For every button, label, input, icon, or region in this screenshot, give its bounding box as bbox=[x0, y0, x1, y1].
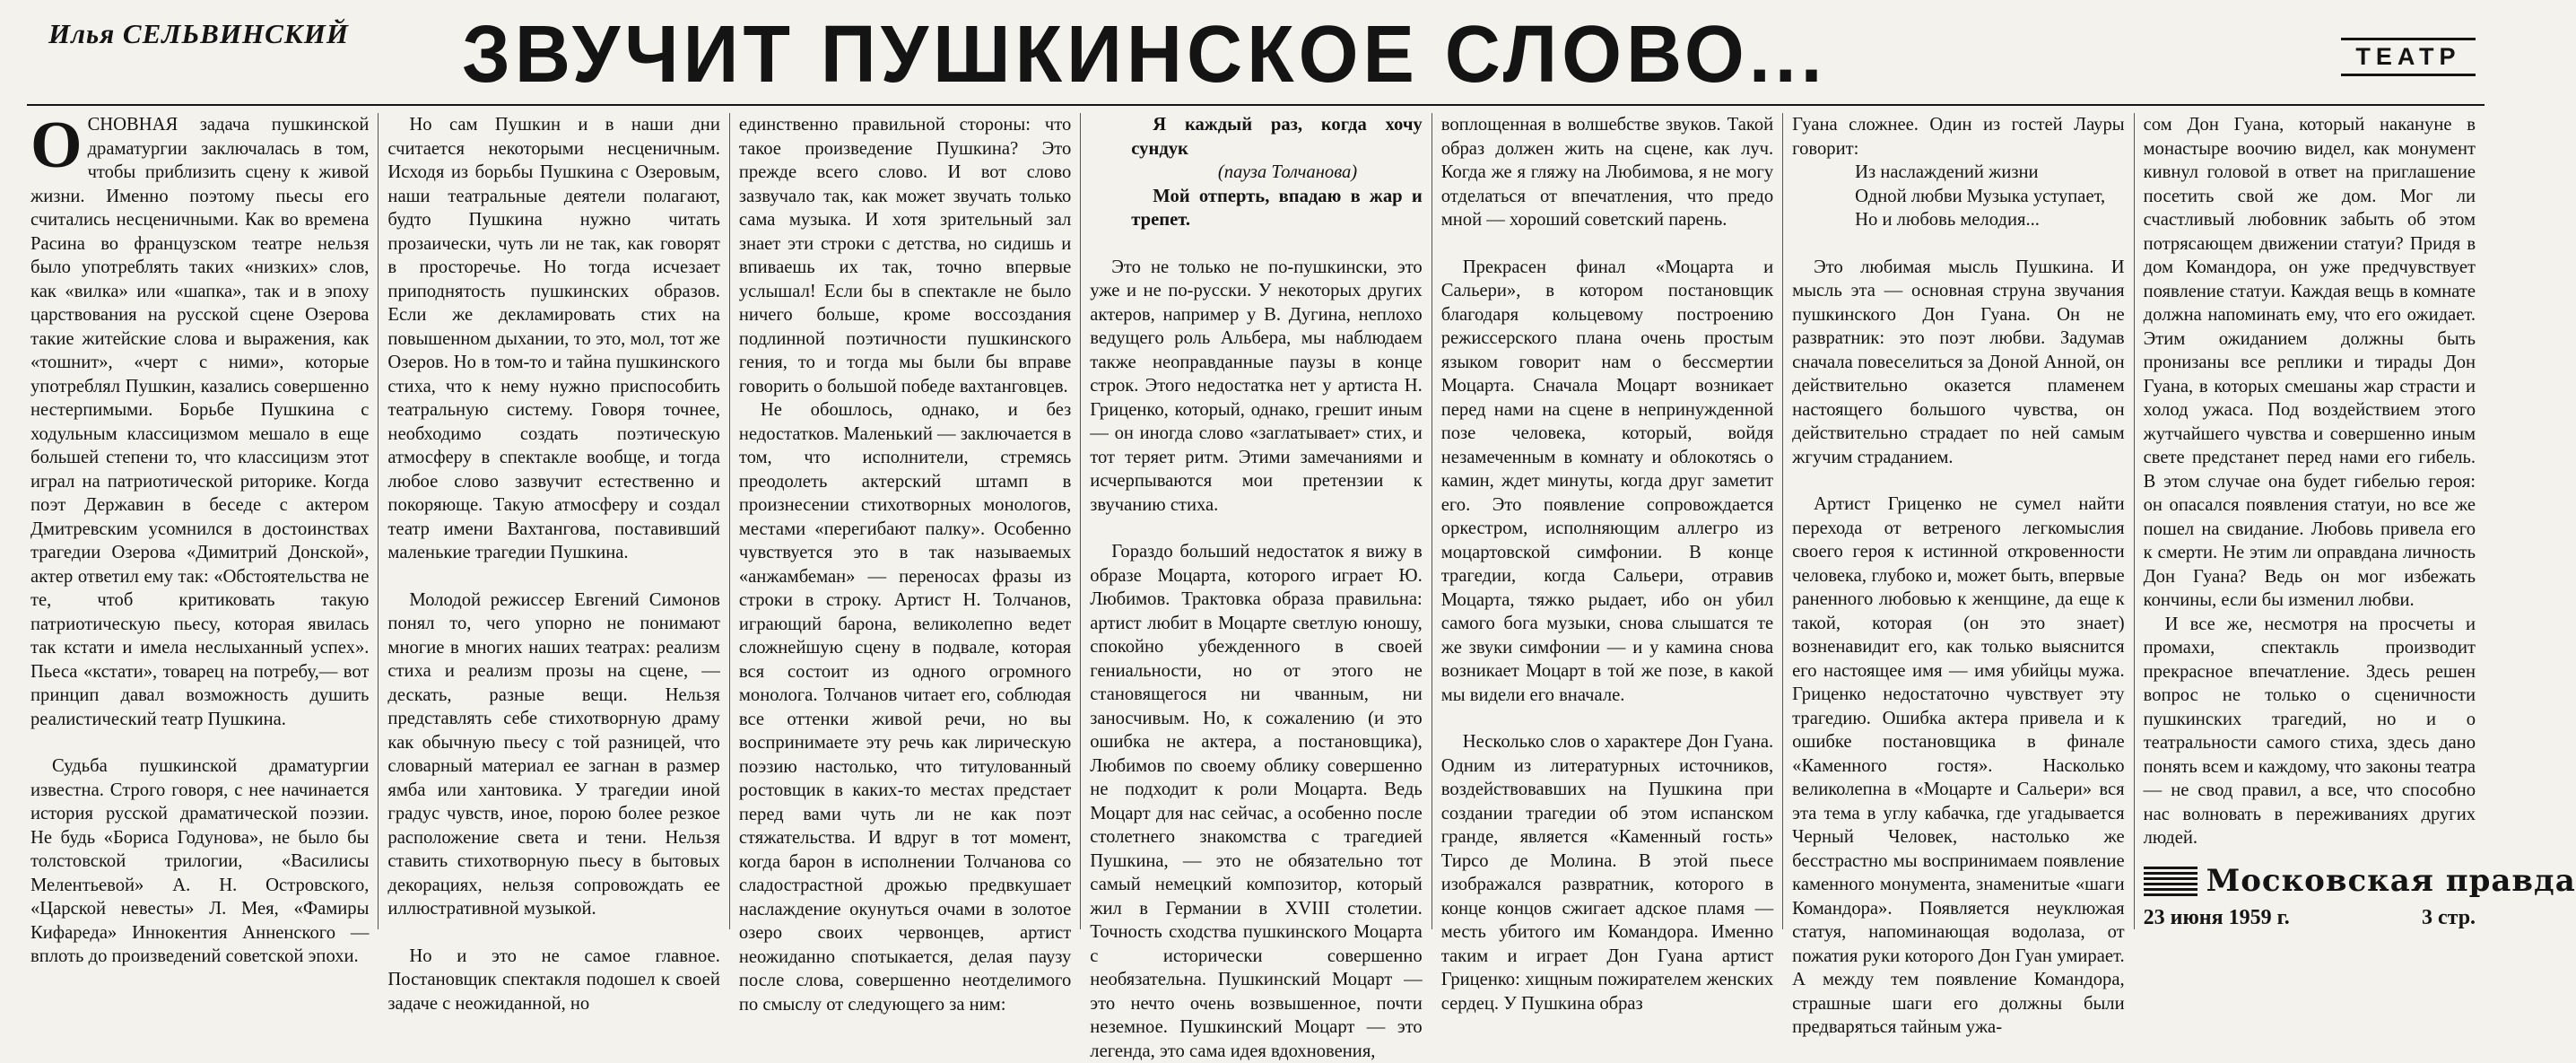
paragraph: сом Дон Гуана, который накануне в монастыре воочию видел, как монумент кивнул головой в ответ на приглашение посетить свой же дом. Мог ли счастливый любовник забыть об этом потрясающем движении статуи? Придя в дом Командора, он уже предчувствует появление статуи. Каждая вещь в комнате должна напоминать ему, что его ожидает. Этим ожиданием должны быть пронизаны все реплики и тирады Дон Гуана, в которых смешаны жар страсти и холод ужаса. Под воздействием этого жутчайшего чувства и совершенно иным свете предстанет перед нами его гибель. В этом случае она будет гибелью героя: он опасался появления статуи, но все же пошел на свидание. Любовь привела его к смерти. Не этим ли оправдана личность Дон Гуана? Ведь он мог избежать кончины, если бы изменил любви. bbox=[2143, 115, 2476, 610]
paragraph: Но и это не самое главное. Постановщик спектакля подошел к своей задаче с неожиданной, но bbox=[387, 945, 720, 1014]
author-byline: Илья СЕЛЬВИНСКИЙ bbox=[48, 18, 350, 49]
paragraph: Это не только не по-пушкински, это уже и не по-русски. У некоторых других актеров, например у В. Дугина, неплохо ведущего роль Альбера, мы наблюдаем также неоправданные паузы в конце строк. Этого недостатка нет у артиста Н. Гриценко, который, однако, грешит иным — он иногда слово «заглатывает» стих, и тот теряет ритм. Этими замечаниями и исчерпываются мои претензии к звучанию стиха. bbox=[1090, 257, 1423, 515]
article-headline: ЗВУЧИТ ПУШКИНСКОЕ СЛОВО... bbox=[462, 9, 1827, 100]
paragraph: Это любимая мысль Пушкина. И мысль эта — основная струна звучания пушкинского Дон Гуана. Он не развратник: это поэт любви. Задумав сначала повеселиться за Доной Анной, он действительно оказется пламенем настоящего большого чувства, он действительно страдает по ней самым жгучим страданием. bbox=[1792, 257, 2125, 467]
verse-line: Из наслаждений жизни bbox=[1855, 162, 2039, 182]
paragraph: Гуана сложнее. Один из гостей Лауры говорит: bbox=[1792, 115, 2125, 159]
paragraph: И все же, несмотря на просчеты и промахи, спектакль производит прекрасное впечатление. Здесь решен вопрос не только о сценичности пушкинских трагедий, но и о театральности самого стиха, здесь дано понять всем и каждому, что законы театра — не свод правил, а все, что способно нас волновать в переживаниях других людей. bbox=[2143, 614, 2476, 848]
verse-line: Мой отперть, впадаю в жар и трепет. bbox=[1131, 186, 1423, 230]
verse-quote bbox=[1792, 161, 2124, 232]
article-columns bbox=[27, 109, 2576, 1061]
newspaper-title: Московская правда bbox=[2206, 863, 2576, 900]
paragraph: Судьба пушкинской драматургии известна. Строго говоря, с нее начинается история русской драматической поэзии. Не будь «Бориса Годунова», не было бы толстовской трилогии, «Василисы Мелентьевой» А. Н. Островского, «Царской невесты» Л. Мея, «Фамиры Кифареда» Иннокентия Анненского — вплоть до произведений советской эпохи. bbox=[30, 756, 370, 966]
verse-line: Но и любовь мелодия... bbox=[1855, 210, 2040, 230]
paragraph: Несколько слов о характере Дон Гуана. Одним из литературных источников, воздействовавших на Пушкина при создании трагедии об этом испанском гранде, является «Каменный гость» Тирсо де Молина. В этой пьесе изображался развратник, которого в конце концов сжигает адское пламя — месть убитого им Командора. Именно таким и играет Дон Гуана артист Гриценко: хищным пожирателем женских сердец. У Пушкина образ bbox=[1440, 732, 1774, 1014]
paragraph: ОСНОВНАЯ задача пушкинской драматургии заключалась в том, чтобы приблизить сцену к живой жизни. Именно поэтому пьесы его считались несценичными. Как во времена Расина во французском театре нельзя было употреблять таких «низких» слов, как «вилка» или «шапка», так и в эпоху царствования на русской сцене Озерова такие житейские слова и выражения, как «тошнит», «черт с ними», которые употреблял Пушкин, казались совершенно нестерпимыми. Борьбе Пушкина с ходульным классицизмом мешало в еще большей степени то, что классицизм этот играл на патриотической риторике. Когда поэт Державин в беседе с актером Дмитревским усомнился в достоинствах трагедии Озерова «Димитрий Донской», актер ответил ему так: «Обстоятельства не те, чтоб критиковать такую патриотическую пьесу, которая явилась так кстати и имела неслыханный успех». Пьеса «кстати», товарец на потребу,— вот принцип давал возможность душить реалистический театр Пушкина. bbox=[30, 109, 370, 729]
paragraph: Молодой режиссер Евгений Симонов понял то, чего упорно не понимают многие в многих наших театрах: реализм стиха и реализм прозы на сцене, — дескать, разные вещи. Нельзя представлять себе стихотворную драму как обычную пьесу с той разницей, что словарный материал ее загнан в размер ямба или хантовика. У трагедии иной градус чувств, иное, порою более резкое расположение света и тени. Нельзя ставить стихотворную пьесу в бытовых декорациях, нельзя сопровождать ее иллюстративной музыкой. bbox=[387, 589, 720, 919]
header-rule bbox=[27, 104, 2485, 106]
paragraph: воплощенная в волшебстве звуков. Такой образ должен жить на сцене, как луч. Когда же я гляжу на Любимова, я не могу отделаться от впечатления, что предо мной — хороший советский парень. bbox=[1440, 115, 1774, 230]
masthead-stripes bbox=[2144, 867, 2197, 897]
column-1 bbox=[27, 109, 378, 966]
verse-line: Одной любви Музыка уступает, bbox=[1855, 186, 2106, 206]
column-4 bbox=[1080, 113, 1431, 1061]
paragraph: единственно правильной стороны: что такое произведение Пушкина? Это прежде всего слово. И вот слово зазвучало так, как может звучать только сама музыка. И хотя зрительный зал знает эти строки с детства, но сидишь и впиваешь их так, точно впервые услышал! Если бы в спектакле не было ничего больше, кроме воссоздания подлинной поэтичности пушкинского гения, то и тогда мы были бы вправе говорить о большой победе вахтанговцев. bbox=[738, 115, 1072, 396]
newspaper-masthead bbox=[2143, 854, 2576, 930]
page-number: 3 стр. bbox=[2421, 905, 2476, 929]
column-7 bbox=[2134, 113, 2576, 929]
issue-date: 23 июня 1959 г. bbox=[2143, 905, 2290, 929]
paragraph: Не обошлось, однако, и без недостатков. Маленький — заключается в том, что исполнители, стремясь преодолеть актерский штамп в произнесении стихотворных монологов, местами «перегибают палку». Особенно чувствуется это в так называемых «анжамбеман» — переносах фразы из строки в строку. Артист Н. Толчанов, играющий барона, великолепно ведет сложнейшую сцену в подвале, которая вся состоит из одного огромного монолога. Толчанов читает его, соблюдая все оттенки живой речи, но вы воспринимаете эту речь как лирическую поэзию настолько, что титулованный ростовщик в каких-то местах предстает перед вами чуть ли не как поэт стяжательства. И вдруг в тот момент, когда барон в исполнении Толчанова со сладострастной дрожью предвкушает наслаждение окунуться очами в золотое озеро своих червонцев, артист неожиданно спотыкается, делая паузу после слова, совершенно неотделимого по смыслу от следующего за ним: bbox=[738, 400, 1072, 1015]
paragraph: Гораздо больший недостаток я вижу в образе Моцарта, которого играет Ю. Любимов. Трактовка образа правильна: артист любит в Моцарте светлую юношу, спокойно убежденного в своей гениальности, но от этого не становящегося ни чванным, ни заносчивым. Но, к сожалению (и это ошибка не актера, а постановщика), Любимов по своему облику совершенно не подходит к роли Моцарта. Ведь Моцарт для нас сейчас, а особенно после столетнего знакомства с трагедией Пушкина, — это не обязательно тот самый немецкий композитор, который жил в Германии в XVIII столетии. Точность сходства пушкинского Моцарта с исторически совершенно необязательна. Пушкинский Моцарт — это нечто очень возвышенное, почти неземное. Пушкинский Моцарт — это легенда, это сама идея вдохновения, bbox=[1090, 542, 1423, 1061]
drop-cap: О bbox=[30, 109, 83, 182]
paragraph: Артист Гриценко не сумел найти перехода от ветреного легкомыслия своего героя к истинной откровенности человека, глубоко и, может быть, впервые раненного любовью к женщине, да еще к такой, которая (он это знает) возненавидит его, как только выяснится его настоящее имя — имя убийцы мужа. Гриценко недостаточно чувствует эту трагедию. Ошибка актера привела и к ошибке постановщика в финале «Каменного гостя». Насколько великолепна в «Моцарте и Сальери» вся эта тема в углу кабачка, где угадывается Черный Человек, настолько же бесстрастно мы воспринимаем появление каменного монумента, знаменитые «шаги Командора». Появляется неуклюжая статуя, напоминающая водолаза, от пожатия руки которого Дон Гуан умирает. А между тем появление Командора, страшные шаги его должны были предваряться тайным ужа- bbox=[1792, 494, 2125, 1037]
paragraph: Но сам Пушкин и в наши дни считается некоторыми несценичным. Исходя из борьбы Пушкина с Озеровым, наши театральные деятели полагают, будто Пушкина нужно читать прозаически, чуть ли не так, как говорят в просторечье. Но тогда исчезает приподнятость пушкинских образов. Если же декламировать стих на повышенном дыхании, то это, мол, тот же Озеров. Но в том-то и тайна пушкинского стиха, что к нему нужно приспособить театральную систему. Говоря точнее, необходимо создать поэтическую атмосферу в спектакле вообще, и тогда любое слово зазвучит естественно и покоряюще. Такую атмосферу и создал театр имени Вахтангова, поставивший маленькие трагедии Пушкина. bbox=[387, 115, 720, 562]
column-3 bbox=[729, 113, 1080, 1015]
section-rubric: ТЕАТР bbox=[2341, 38, 2476, 76]
column-2 bbox=[378, 113, 728, 1014]
column-5 bbox=[1432, 113, 1782, 1014]
column-6 bbox=[1782, 113, 2133, 1037]
stage-direction: (пауза Толчанова) bbox=[1217, 162, 1358, 182]
verse-line: Я каждый раз, когда хочу сундук bbox=[1131, 115, 1423, 159]
paragraph: Прекрасен финал «Моцарта и Сальери», в котором постановщик благодаря кольцевому построению режиссерского плана очень простым языком говорит нам о бессмертии Моцарта. Сначала Моцарт возникает перед нами на сцене в непринужденной позе человека, который, войдя незамеченным в комнату и облокотясь о камин, ждет минуты, когда друг заметит его. Это появление сопровождается оркестром, исполняющим аллегро из моцартовской симфонии. В конце трагедии, когда Сальери, отравив Моцарта, тяжко рыдает, ибо он убил самого бога музыки, снова слышатся те же звуки симфонии — и у камина снова возникает Моцарт в той же позе, в какой мы видели его вначале. bbox=[1440, 257, 1774, 705]
